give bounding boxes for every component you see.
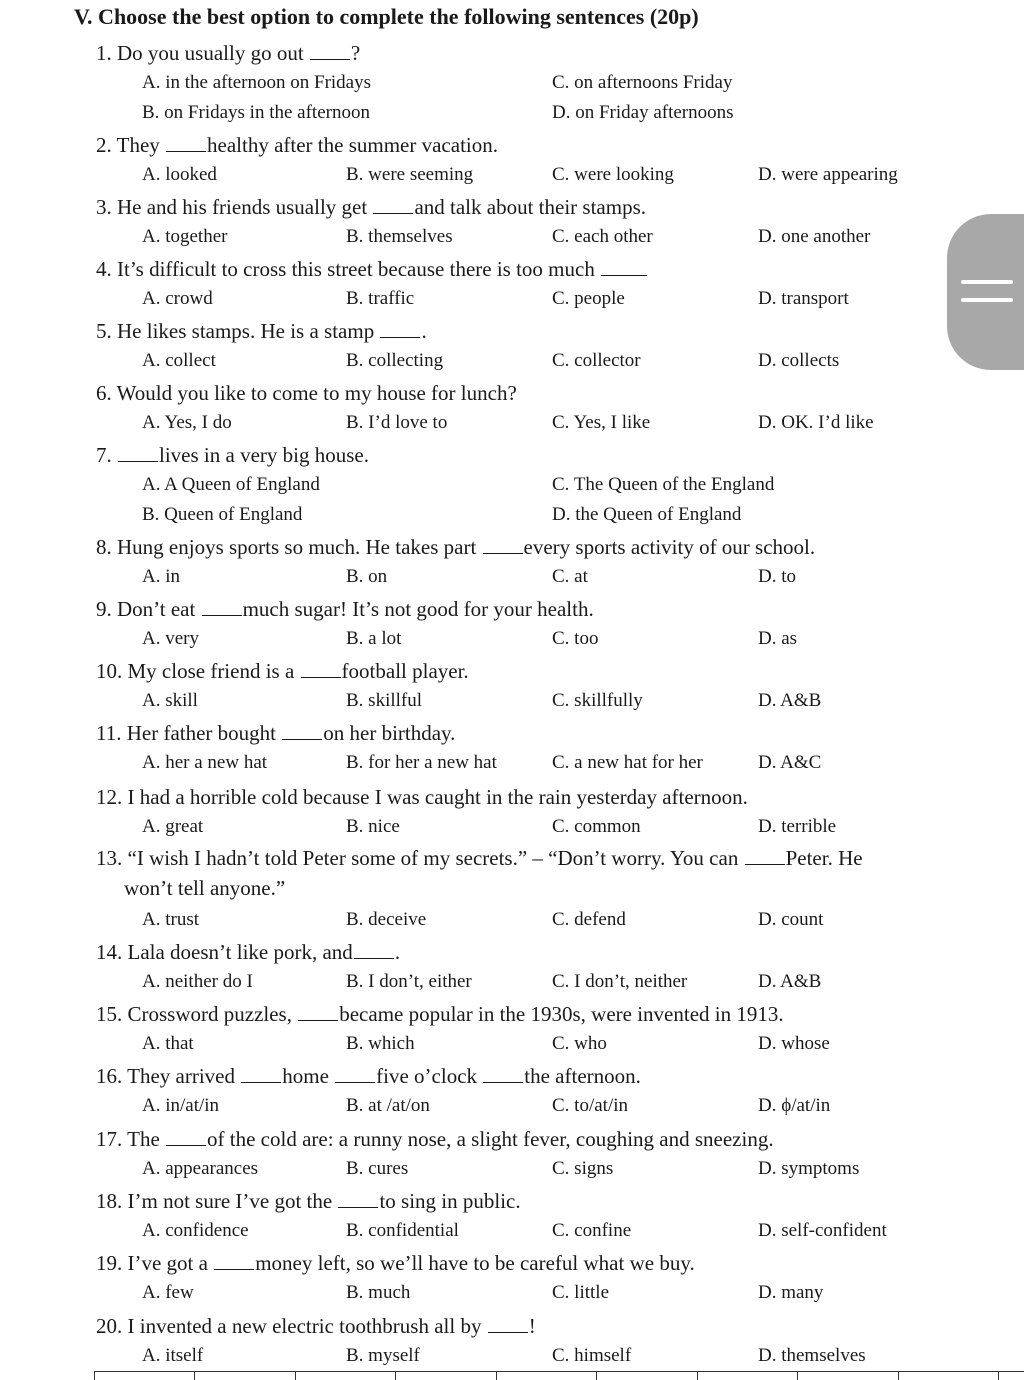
question-text-segment: to sing in public. (379, 1189, 521, 1213)
answer-table-divider (496, 1371, 497, 1380)
question-text-segment: 16. They arrived (96, 1064, 241, 1088)
answer-blank (483, 1064, 523, 1083)
answer-option: B. collecting (346, 350, 444, 371)
answer-option: C. skillfully (552, 690, 643, 711)
question-text-segment: every sports activity of our school. (523, 535, 816, 559)
answer-option: D. to (758, 566, 796, 587)
question-text-segment: 3. He and his friends usually get (96, 195, 373, 219)
answer-table-divider (596, 1371, 597, 1380)
question-text-segment: Peter. He (785, 846, 863, 870)
answer-option: C. common (552, 816, 641, 837)
scroll-handle[interactable] (947, 214, 1024, 370)
question-text (96, 1064, 641, 1088)
question-stem (96, 1061, 641, 1091)
answer-option: B. Queen of England (142, 504, 303, 525)
answer-table-top-border (94, 1371, 1024, 1372)
question-text (96, 940, 400, 964)
answer-option: C. who (552, 1033, 607, 1054)
question-text (96, 1314, 536, 1338)
answer-option: B. nice (346, 816, 400, 837)
answer-option: D. themselves (758, 1345, 866, 1366)
answer-option: A. Yes, I do (142, 412, 232, 433)
answer-option: D. symptoms (758, 1158, 860, 1179)
question-text (96, 195, 646, 219)
drag-handle-icon (961, 298, 1013, 302)
question-text (96, 535, 815, 559)
answer-option: C. defend (552, 909, 626, 930)
answer-option: A. collect (142, 350, 216, 371)
question-text-segment: 10. My close friend is a (96, 659, 300, 683)
answer-table-divider (194, 1371, 195, 1380)
question-text-segment: . (394, 940, 401, 964)
answer-table-divider (697, 1371, 698, 1380)
question-text-segment: . (421, 319, 427, 343)
answer-option: D. on Friday afternoons (552, 102, 734, 123)
answer-option: B. for her a new hat (346, 752, 497, 773)
answer-option: D. many (758, 1282, 824, 1303)
answer-option: B. on (346, 566, 388, 587)
answer-option: C. on afternoons Friday (552, 72, 733, 93)
answer-option: A. together (142, 226, 228, 247)
answer-option: A. her a new hat (142, 752, 268, 773)
answer-option: B. I don’t, either (346, 971, 472, 992)
answer-blank (745, 846, 785, 865)
question-text-segment: became popular in the 1930s, were invented in 1913. (339, 1002, 784, 1026)
answer-option: D. whose (758, 1033, 830, 1054)
question-text-segment: football player. (341, 659, 469, 683)
question-text-segment: 1. Do you usually go out (96, 41, 309, 65)
answer-table-divider (295, 1371, 296, 1380)
question-stem (96, 656, 469, 686)
answer-option: D. transport (758, 288, 849, 309)
question-text-segment: 13. “I wish I hadn’t told Peter some of my secrets.” – “Don’t worry. You can (96, 846, 744, 870)
question-text-segment: 9. Don’t eat (96, 597, 201, 621)
answer-blank (335, 1064, 375, 1083)
answer-option: D. were appearing (758, 164, 898, 185)
answer-option: C. collector (552, 350, 641, 371)
answer-blank (338, 1189, 378, 1208)
question-text (96, 597, 594, 621)
answer-option: B. a lot (346, 628, 402, 649)
answer-blank (601, 257, 647, 276)
question-text-segment: money left, so we’ll have to be careful what we buy. (255, 1251, 695, 1275)
answer-table-divider (395, 1371, 396, 1380)
question-text-segment: healthy after the summer vacation. (207, 133, 498, 157)
answer-blank (118, 443, 158, 462)
answer-option: B. which (346, 1033, 415, 1054)
answer-option: A. few (142, 1282, 194, 1303)
answer-option: C. himself (552, 1345, 632, 1366)
answer-option: B. on Fridays in the afternoon (142, 102, 370, 123)
question-text (96, 721, 455, 745)
drag-handle-icon (961, 280, 1013, 284)
question-continuation: won’t tell anyone.” (124, 876, 286, 900)
answer-blank (214, 1251, 254, 1270)
answer-option: C. little (552, 1282, 609, 1303)
answer-option: D. OK. I’d like (758, 412, 874, 433)
answer-option: D. self-confident (758, 1220, 887, 1241)
question-text-segment: 7. (96, 443, 117, 467)
answer-option: A. in/at/in (142, 1095, 220, 1116)
question-text-segment: 8. Hung enjoys sports so much. He takes part (96, 535, 482, 559)
answer-option: A. looked (142, 164, 217, 185)
question-stem (96, 532, 815, 562)
answer-option: D. as (758, 628, 798, 649)
question-text-segment: 20. I invented a new electric toothbrush all by (96, 1314, 487, 1338)
question-text-segment: 12. I had a horrible cold because I was caught in the rain yesterday afternoon. (96, 785, 748, 809)
answer-option: B. themselves (346, 226, 453, 247)
answer-blank (298, 1002, 338, 1021)
question-stem (96, 440, 369, 470)
question-stem (96, 254, 648, 284)
answer-option: A. trust (142, 909, 199, 930)
answer-option: C. I don’t, neither (552, 971, 688, 992)
question-text-segment: five o’clock (376, 1064, 483, 1088)
question-stem (96, 1248, 695, 1278)
answer-option: A. great (142, 816, 204, 837)
question-stem (96, 843, 863, 903)
answer-option: A. in the afternoon on Fridays (142, 72, 372, 93)
answer-option: D. ϕ/at/in (758, 1095, 831, 1116)
question-stem (96, 38, 360, 68)
question-stem (96, 999, 784, 1029)
question-text-segment: much sugar! It’s not good for your health. (242, 597, 594, 621)
question-text (96, 1002, 784, 1026)
answer-option: B. skillful (346, 690, 423, 711)
answer-option: D. the Queen of England (552, 504, 742, 525)
question-text-segment: 4. It’s difficult to cross this street because there is too much (96, 257, 601, 281)
question-stem (96, 192, 646, 222)
answer-option: D. collects (758, 350, 840, 371)
question-text-segment: the afternoon. (524, 1064, 641, 1088)
question-text (96, 1127, 774, 1151)
question-text-segment: on her birthday. (323, 721, 456, 745)
answer-option: C. signs (552, 1158, 614, 1179)
question-text-segment: 11. Her father bought (96, 721, 282, 745)
question-text-segment: 6. Would you like to come to my house for lunch? (96, 381, 517, 405)
answer-table-divider (998, 1371, 999, 1380)
answer-option: C. Yes, I like (552, 412, 651, 433)
question-text (96, 381, 517, 405)
answer-option: D. one another (758, 226, 871, 247)
answer-option: A. crowd (142, 288, 213, 309)
question-text (96, 785, 748, 809)
answer-blank (354, 940, 394, 959)
answer-option: C. confine (552, 1220, 632, 1241)
answer-table-divider (797, 1371, 798, 1380)
question-text (96, 443, 369, 467)
question-text-segment: home (282, 1064, 335, 1088)
question-text (96, 319, 427, 343)
answer-blank (202, 597, 242, 616)
answer-blank (282, 721, 322, 740)
question-stem (96, 937, 400, 967)
question-stem (96, 316, 427, 346)
answer-blank (488, 1314, 528, 1333)
question-text (96, 1251, 695, 1275)
question-text (96, 846, 863, 870)
question-stem (96, 718, 455, 748)
answer-blank (310, 41, 350, 60)
answer-option: C. at (552, 566, 588, 587)
answer-option: A. confidence (142, 1220, 249, 1241)
answer-option: A. skill (142, 690, 198, 711)
answer-option: C. The Queen of the England (552, 474, 775, 495)
question-stem (96, 130, 498, 160)
question-text-segment: 15. Crossword puzzles, (96, 1002, 298, 1026)
answer-blank (301, 659, 341, 678)
question-text-segment: ? (350, 41, 361, 65)
answer-blank (380, 319, 420, 338)
answer-option: B. I’d love to (346, 412, 448, 433)
answer-option: A. in (142, 566, 180, 587)
question-text-segment: 19. I’ve got a (96, 1251, 214, 1275)
answer-table-divider (898, 1371, 899, 1380)
answer-option: D. count (758, 909, 824, 930)
answer-option: D. A&B (758, 690, 822, 711)
answer-option: C. were looking (552, 164, 674, 185)
answer-blank (166, 1127, 206, 1146)
question-text (96, 41, 360, 65)
answer-option: D. A&B (758, 971, 822, 992)
answer-option: A. that (142, 1033, 194, 1054)
question-text (96, 133, 498, 157)
question-text-segment: lives in a very big house. (159, 443, 369, 467)
answer-blank (373, 195, 413, 214)
question-text (96, 659, 469, 683)
section-title: V. Choose the best option to complete the following sentences (20p) (74, 4, 699, 29)
question-text-segment: and talk about their stamps. (414, 195, 646, 219)
answer-option: A. appearances (142, 1158, 259, 1179)
answer-option: A. A Queen of England (142, 474, 320, 495)
question-stem (96, 782, 748, 812)
answer-option: B. deceive (346, 909, 427, 930)
answer-option: B. confidential (346, 1220, 459, 1241)
answer-option: B. traffic (346, 288, 415, 309)
question-text (96, 257, 648, 281)
question-stem (96, 594, 594, 624)
answer-option: D. terrible (758, 816, 837, 837)
question-text-segment: 14. Lala doesn’t like pork, and (96, 940, 353, 964)
answer-option: A. very (142, 628, 199, 649)
question-text (96, 1189, 521, 1213)
question-text-segment: of the cold are: a runny nose, a slight fever, coughing and sneezing. (207, 1127, 774, 1151)
answer-option: D. A&C (758, 752, 822, 773)
question-text-segment: 18. I’m not sure I’ve got the (96, 1189, 338, 1213)
answer-option: A. itself (142, 1345, 204, 1366)
question-stem (96, 1186, 521, 1216)
answer-option: C. people (552, 288, 625, 309)
answer-option: C. to/at/in (552, 1095, 628, 1116)
answer-blank (483, 535, 523, 554)
answer-option: B. cures (346, 1158, 409, 1179)
answer-blank (241, 1064, 281, 1083)
question-text-segment: 17. The (96, 1127, 166, 1151)
answer-blank (166, 133, 206, 152)
question-stem (96, 1311, 536, 1341)
answer-option: B. myself (346, 1345, 420, 1366)
answer-option: B. much (346, 1282, 411, 1303)
question-text-segment: 2. They (96, 133, 166, 157)
answer-option: C. too (552, 628, 599, 649)
answer-option: A. neither do I (142, 971, 253, 992)
answer-option: C. each other (552, 226, 653, 247)
question-text-segment: 5. He likes stamps. He is a stamp (96, 319, 380, 343)
answer-option: C. a new hat for her (552, 752, 703, 773)
answer-table-divider (94, 1371, 95, 1380)
question-stem (96, 1124, 774, 1154)
answer-option: B. at /at/on (346, 1095, 430, 1116)
question-text-segment: ! (528, 1314, 536, 1338)
answer-option: B. were seeming (346, 164, 474, 185)
question-stem (96, 378, 517, 408)
